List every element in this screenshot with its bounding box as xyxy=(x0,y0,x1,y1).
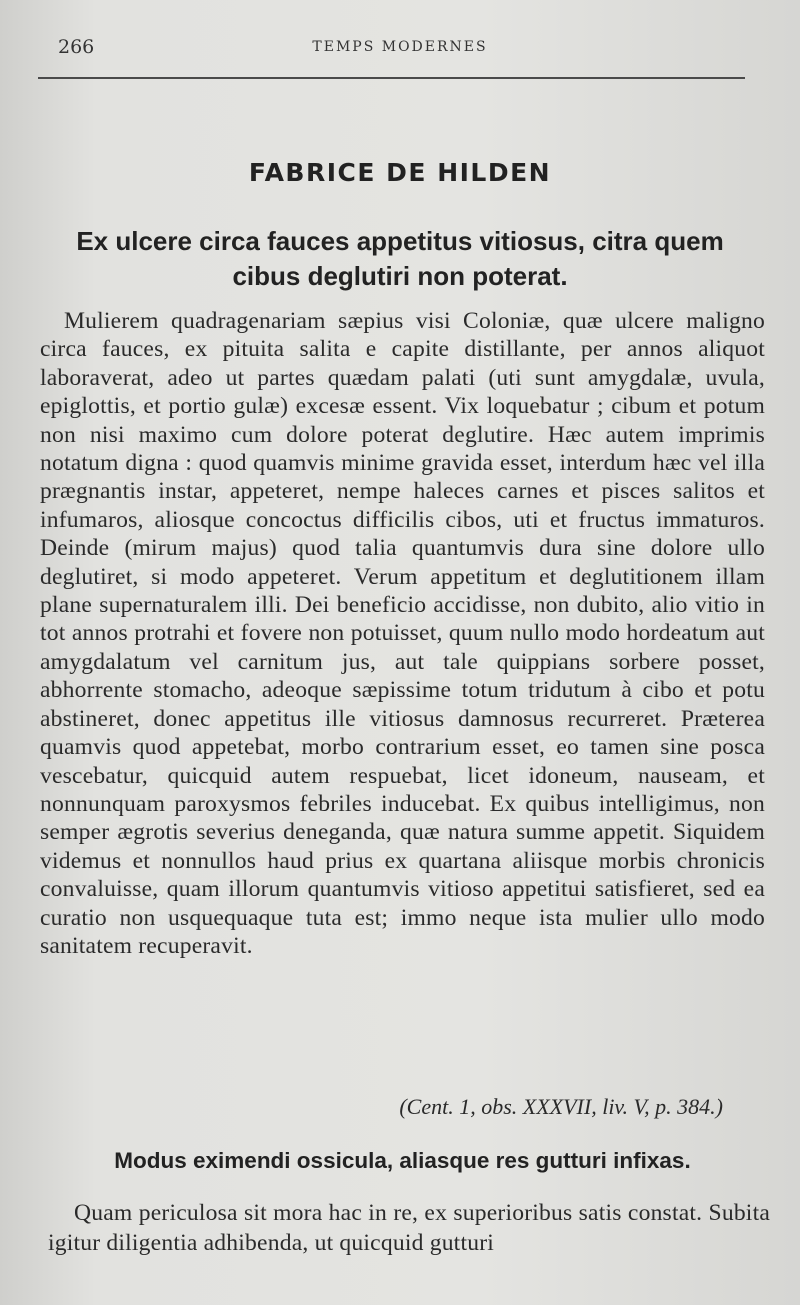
article-title: FABRICE DE HILDEN xyxy=(248,158,552,187)
article-citation: (Cent. 1, obs. XXXVII, liv. V, p. 384.) xyxy=(399,1094,723,1119)
running-head: TEMPS MODERNES xyxy=(312,39,488,55)
section-paragraph: Quam periculosa sit mora hac in re, ex superioribus satis constat. Subita igitur diligentia adhibenda, ut quicquid gutturi xyxy=(48,1200,770,1256)
header-rule xyxy=(38,77,745,79)
article-paragraph: Mulierem quadragenariam sæpius visi Coloniæ, quæ ulcere maligno circa fauces, ex pituita salita e capite distillante, per annos aliquot laboraverat, adeo ut partes quædam palati (uti sunt amygdalæ, uvula, epiglottis, et portio gulæ) excesæ essent. Vix loquebatur ; cibum et potum non nisi maximo cum dolore poterat deglutire. Hæc autem imprimis notatum digna : quod quamvis minime gravida esset, interdum hæc vel illa prægnantis instar, appeteret, nempe haleces carnes et pisces salitos et infumaros, aliosque concoctus difficilis cibos, uti et fructus immaturos. Deinde (mirum majus) quod talia quantumvis dura sine dolore ullo deglutiret, si modo appeteret. Verum appetitum et deglutitionem illam plane supernaturalem illi. Dei beneficio accidisse, non dubito, alio vitio in tot annos protrahi et fovere non potuisset, quum nullo modo hordeatum aut amygdalatum vel carnitum jus, aut tale quippians sorbere posset, abhorrente stomacho, adeoque sæpissime totum tridutum à cibo et potu abstineret, donec appetitus ille vitiosus damnosus recurreret. Præterea quamvis quod appetebat, morbo contrarium esset, eo tamen sine posca vescebatur, quicquid autem respuebat, licet idoneum, nauseam, et nonnunquam paroxysmos febriles inducebat. Ex quibus intelligimus, non semper ægrotis severius denegandа, quæ natura summe appetit. Siquidem videmus et nonnullos haud prius ex quartana aliisque morbis chronicis convaluisse, quam illorum quantumvis vitioso appetitui satisfieret, sed ea curatio non usquequaque tuta est; immo neque ista mulier ullo modo sanitatem recuperavit. xyxy=(40,308,765,959)
page-number: 266 xyxy=(58,36,95,58)
section-heading: Modus eximendi ossicula, aliasque res gutturi infixas. xyxy=(114,1148,691,1173)
article-subtitle: Ex ulcere circa fauces appetitus vitiosus, citra quem cibus deglutiri non poterat. xyxy=(76,226,724,291)
page-header xyxy=(0,32,800,62)
